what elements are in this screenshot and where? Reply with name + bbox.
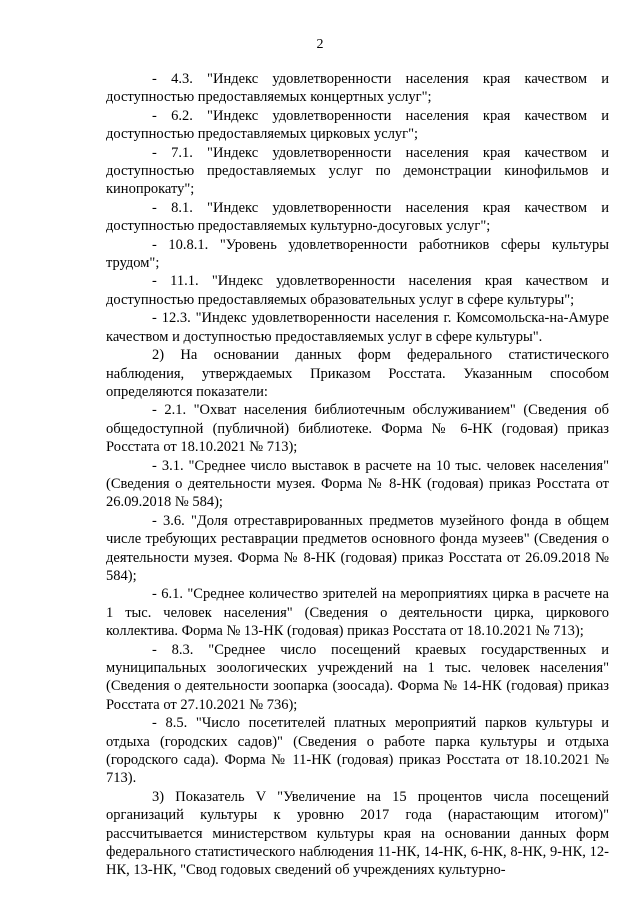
paragraph-indicator-8-1: - 8.1. "Индекс удовлетворенности населения края качеством и доступностью предоставляемых культурно-досуговых услуг"; — [106, 199, 609, 235]
paragraph-indicator-6-2: - 6.2. "Индекс удовлетворенности населения края качеством и доступностью предоставляемых цирковых услуг"; — [106, 107, 609, 143]
paragraph-section-2: 2) На основании данных форм федерального статистического наблюдения, утверждаемых Приказом Росстата. Указанным способом определяются показатели: — [106, 347, 609, 400]
paragraph-indicator-8-3: - 8.3. "Среднее число посещений краевых государственных и муниципальных зоологических учреждений на 1 тыс. человек населения" (Сведения о деятельности зоопарка (зоосада). Форма № 14-НК (годовая) приказ Росстата от 27.10.2021 № 736); — [106, 641, 609, 713]
paragraph-indicator-10-8-1: - 10.8.1. "Уровень удовлетворенности работников сферы культуры трудом"; — [106, 236, 609, 272]
document-body — [106, 70, 609, 880]
paragraph-indicator-8-5: - 8.5. "Число посетителей платных мероприятий парков культуры и отдыха (городских садов)" (Сведения о работе парка культуры и отдыха (городского сада). Форма № 11-НК (годовая) приказ Росстата от 18.10.2021 № 713). — [106, 715, 609, 787]
paragraph-indicator-2-1: - 2.1. "Охват населения библиотечным обслуживанием" (Сведения об общедоступной (публичной) библиотеке. Форма № 6-НК (годовая) приказ Росстата от 18.10.2021 № 713); — [106, 402, 609, 456]
paragraph-indicator-6-1: - 6.1. "Среднее количество зрителей на мероприятиях цирка в расчете на 1 тыс. человек населения" (Сведения о деятельности цирка, циркового коллектива. Форма № 13-НК (годовая) приказ Росстата от 18.10.2021 № 713); — [106, 586, 609, 640]
page-number: 2 — [316, 37, 324, 52]
paragraph-indicator-3-6: - 3.6. "Доля отреставрированных предметов музейного фонда в общем числе требующих реставрации предметов основного фонда музеев" (Сведения о деятельности музея. Форма № 8-НК (годовая) приказ Росстата от 26.09.2018 № 584); — [106, 512, 609, 584]
paragraph-section-3: 3) Показатель V "Увеличение на 15 процентов числа посещений организаций культуры к уровню 2017 года (нарастающим итогом)" рассчитывается министерством культуры края на основании данных форм федерального статистического наблюдения 11-НК, 14-НК, 6-НК, 8-НК, 9-НК, 12-НК, 13-НК, "Свод годовых сведений об учреждениях культурно- — [106, 788, 609, 879]
paragraph-indicator-11-1: - 11.1. "Индекс удовлетворенности населения края качеством и доступностью предоставляемых образовательных услуг в сфере культуры"; — [106, 273, 609, 308]
paragraph-indicator-4-3: - 4.3. "Индекс удовлетворенности населения края качеством и доступностью предоставляемых концертных услуг"; — [106, 71, 609, 106]
paragraph-indicator-3-1: - 3.1. "Среднее число выставок в расчете на 10 тыс. человек населения" (Сведения о деятельности музея. Форма № 8-НК (годовая) приказ Росстата от 26.09.2018 № 584); — [106, 457, 609, 511]
paragraph-indicator-7-1: - 7.1. "Индекс удовлетворенности населения края качеством и доступностью предоставляемых услуг по демонстрации кинофильмов и кинопрокату"; — [106, 144, 609, 198]
paragraph-indicator-12-3: - 12.3. "Индекс удовлетворенности населения г. Комсомольска-на-Амуре качеством и доступностью предоставляемых услуг в сфере культуры". — [106, 310, 609, 345]
